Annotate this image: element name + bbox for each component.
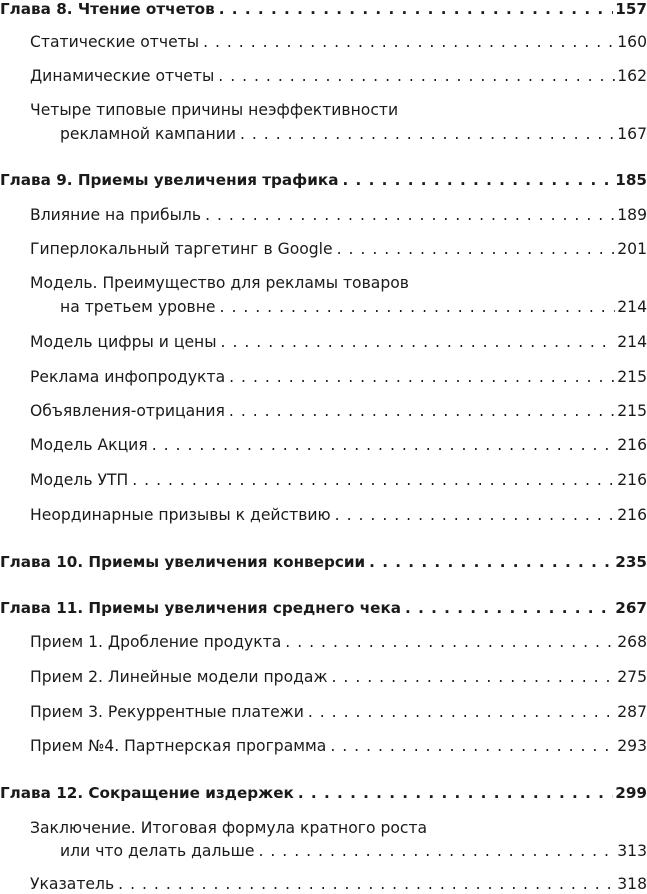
dot-leader bbox=[332, 668, 616, 686]
toc-section[interactable] bbox=[30, 703, 647, 721]
dot-leader bbox=[330, 737, 615, 755]
toc-entry-title: Модель Акция bbox=[30, 436, 148, 454]
toc-entry-page: 299 bbox=[615, 784, 647, 802]
dot-leader bbox=[298, 784, 613, 802]
toc-entry-title: Статические отчеты bbox=[30, 33, 200, 51]
toc-section[interactable] bbox=[60, 125, 647, 143]
toc-section[interactable] bbox=[30, 471, 647, 489]
toc-entry-title-line1[interactable]: Четыре типовые причины неэффективности bbox=[30, 101, 399, 119]
toc-entry-title: Прием 2. Линейные модели продаж bbox=[30, 668, 328, 686]
toc-entry-page: 201 bbox=[617, 240, 647, 258]
toc-section[interactable] bbox=[30, 67, 647, 85]
toc-section[interactable] bbox=[30, 368, 647, 386]
toc-entry-title: рекламной кампании bbox=[60, 125, 236, 143]
toc-entry-page: 216 bbox=[617, 436, 647, 454]
toc-chapter-10[interactable] bbox=[0, 553, 647, 571]
toc-section[interactable] bbox=[30, 737, 647, 755]
toc-entry-page: 216 bbox=[617, 471, 647, 489]
toc-entry-page: 162 bbox=[617, 67, 647, 85]
toc-section[interactable] bbox=[60, 298, 647, 316]
toc-section[interactable] bbox=[30, 240, 647, 258]
toc-entry-title: Реклама инфопродукта bbox=[30, 368, 226, 386]
toc-entry-title: Глава 8. Чтение отчетов bbox=[0, 0, 215, 18]
dot-leader bbox=[218, 67, 615, 85]
toc-section[interactable] bbox=[30, 33, 647, 51]
toc-entry-title: Прием №4. Партнерская программа bbox=[30, 737, 327, 755]
dot-leader bbox=[219, 0, 614, 18]
dot-leader bbox=[337, 240, 616, 258]
dot-leader bbox=[229, 368, 615, 386]
toc-entry-title: или что делать дальше bbox=[60, 842, 255, 860]
toc-chapter-9[interactable] bbox=[0, 171, 647, 189]
toc-entry-page: 185 bbox=[615, 171, 647, 189]
toc-section[interactable] bbox=[30, 333, 647, 351]
dot-leader bbox=[118, 875, 615, 893]
dot-leader bbox=[369, 553, 613, 571]
dot-leader bbox=[342, 171, 613, 189]
dot-leader bbox=[220, 298, 616, 316]
toc-entry-title: Глава 10. Приемы увеличения конверсии bbox=[0, 553, 366, 571]
toc-entry-title: Неординарные призывы к действию bbox=[30, 506, 331, 524]
toc-entry-title: Прием 1. Дробление продукта bbox=[30, 633, 282, 651]
toc-entry-title: Модель УТП bbox=[30, 471, 129, 489]
toc-entry-title-line1[interactable]: Модель. Преимущество для рекламы товаров bbox=[30, 274, 409, 292]
toc-entry-page: 167 bbox=[617, 125, 647, 143]
toc-entry-page: 293 bbox=[617, 737, 647, 755]
toc-entry-title: Глава 12. Сокращение издержек bbox=[0, 784, 294, 802]
toc-section[interactable] bbox=[30, 436, 647, 454]
toc-entry-title: Модель цифры и цены bbox=[30, 333, 217, 351]
toc-section[interactable] bbox=[30, 668, 647, 686]
toc-section[interactable] bbox=[60, 842, 647, 860]
toc-entry-title: Глава 9. Приемы увеличения трафика bbox=[0, 171, 339, 189]
toc-entry-page: 235 bbox=[615, 553, 647, 571]
toc-section[interactable] bbox=[30, 875, 647, 893]
toc-entry-page: 215 bbox=[617, 402, 647, 420]
toc-entry-title: Динамические отчеты bbox=[30, 67, 215, 85]
dot-leader bbox=[335, 506, 616, 524]
toc-entry-title: Прием 3. Рекуррентные платежи bbox=[30, 703, 304, 721]
toc-entry-page: 214 bbox=[617, 333, 647, 351]
toc-chapter-8[interactable] bbox=[0, 0, 647, 18]
toc-entry-title: Объявления-отрицания bbox=[30, 402, 225, 420]
toc-entry-title: Указатель bbox=[30, 875, 115, 893]
dot-leader bbox=[285, 633, 615, 651]
toc-entry-title: на третьем уровне bbox=[60, 298, 216, 316]
toc-section[interactable] bbox=[30, 402, 647, 420]
toc-entry-page: 287 bbox=[617, 703, 647, 721]
toc-entry-title: Влияние на прибыль bbox=[30, 206, 202, 224]
toc-chapter-12[interactable] bbox=[0, 784, 647, 802]
toc-entry-page: 313 bbox=[617, 842, 647, 860]
dot-leader bbox=[203, 33, 615, 51]
toc-chapter-11[interactable] bbox=[0, 599, 647, 617]
toc-entry-title-line1[interactable]: Заключение. Итоговая формула кратного роста bbox=[30, 819, 428, 837]
dot-leader bbox=[205, 206, 615, 224]
toc-entry-title: Глава 11. Приемы увеличения среднего чека bbox=[0, 599, 402, 617]
toc-entry-page: 318 bbox=[617, 875, 647, 893]
dot-leader bbox=[258, 842, 615, 860]
dot-leader bbox=[221, 333, 616, 351]
dot-leader bbox=[240, 125, 615, 143]
toc-entry-page: 189 bbox=[617, 206, 647, 224]
toc-entry-page: 275 bbox=[617, 668, 647, 686]
toc-entry-page: 214 bbox=[617, 298, 647, 316]
toc-entry-page: 215 bbox=[617, 368, 647, 386]
dot-leader bbox=[405, 599, 613, 617]
toc-entry-page: 268 bbox=[617, 633, 647, 651]
dot-leader bbox=[229, 402, 615, 420]
toc-section[interactable] bbox=[30, 633, 647, 651]
toc-entry-page: 216 bbox=[617, 506, 647, 524]
dot-leader bbox=[152, 436, 616, 454]
toc-entry-title: Гиперлокальный таргетинг в Google bbox=[30, 240, 333, 258]
toc-section[interactable] bbox=[30, 506, 647, 524]
toc-section[interactable] bbox=[30, 206, 647, 224]
toc-entry-page: 157 bbox=[615, 0, 647, 18]
toc-entry-page: 267 bbox=[615, 599, 647, 617]
dot-leader bbox=[132, 471, 615, 489]
toc-entry-page: 160 bbox=[617, 33, 647, 51]
dot-leader bbox=[308, 703, 615, 721]
